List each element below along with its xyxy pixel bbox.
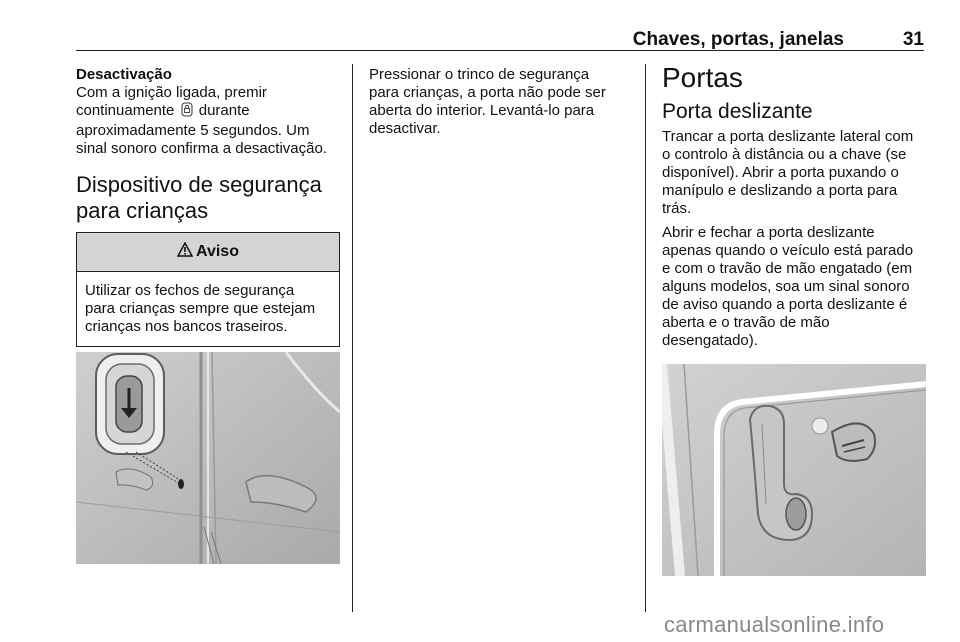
warning-box bbox=[76, 232, 340, 347]
text-line: durante bbox=[198, 102, 250, 119]
text-line: sinal sonoro confirma a desactivação. bbox=[76, 140, 327, 157]
text-line: Com a ignição ligada, premir bbox=[76, 84, 267, 101]
child-lock-instructions: Pressionar o trinco de segurança para crianças, a porta não pode ser aberta do interior. Levantá-lo para desactivar. bbox=[369, 66, 606, 137]
warning-title: Aviso bbox=[196, 243, 239, 260]
page-header bbox=[76, 28, 924, 51]
warning-header bbox=[77, 233, 339, 272]
text-line: continuamente bbox=[76, 102, 175, 119]
column-left bbox=[76, 66, 340, 347]
column-middle bbox=[369, 66, 625, 138]
heading-sliding-door: Porta deslizante bbox=[662, 100, 813, 123]
column-divider-1 bbox=[352, 64, 353, 612]
column-divider-2 bbox=[645, 64, 646, 612]
sliding-door-paragraph-1: Trancar a porta deslizante lateral com o controlo à distância ou a chave (se disponível). Abrir a porta puxando o manípulo e deslizando a porta para trás. bbox=[662, 128, 914, 217]
subheading-deactivation: Desactivação bbox=[76, 66, 172, 83]
sliding-door-handle-illustration bbox=[662, 364, 926, 576]
heading-child-safety: Dispositivo de segurança para crianças bbox=[76, 172, 322, 223]
heading-doors: Portas bbox=[662, 62, 743, 93]
watermark: carmanualsonline.info bbox=[664, 612, 885, 637]
column-right bbox=[662, 62, 926, 350]
deactivation-paragraph bbox=[76, 84, 340, 158]
page-number: 31 bbox=[902, 29, 924, 50]
lock-button-icon bbox=[181, 102, 193, 122]
warning-text: Utilizar os fechos de segurança para crianças sempre que estejam crianças nos bancos traseiros. bbox=[85, 282, 316, 335]
text-line: aproximadamente 5 segundos. Um bbox=[76, 122, 310, 139]
warning-triangle-icon bbox=[177, 242, 193, 262]
sliding-door-paragraph-2: Abrir e fechar a porta deslizante apenas quando o veículo está parado e com o travão de mão engatado (em alguns modelos, soa um sinal sonoro de aviso quando a porta deslizante é aberta e o travão de mão desengatado). bbox=[662, 224, 914, 349]
section-title: Chaves, portas, janelas bbox=[632, 29, 844, 50]
child-lock-illustration bbox=[76, 352, 340, 564]
